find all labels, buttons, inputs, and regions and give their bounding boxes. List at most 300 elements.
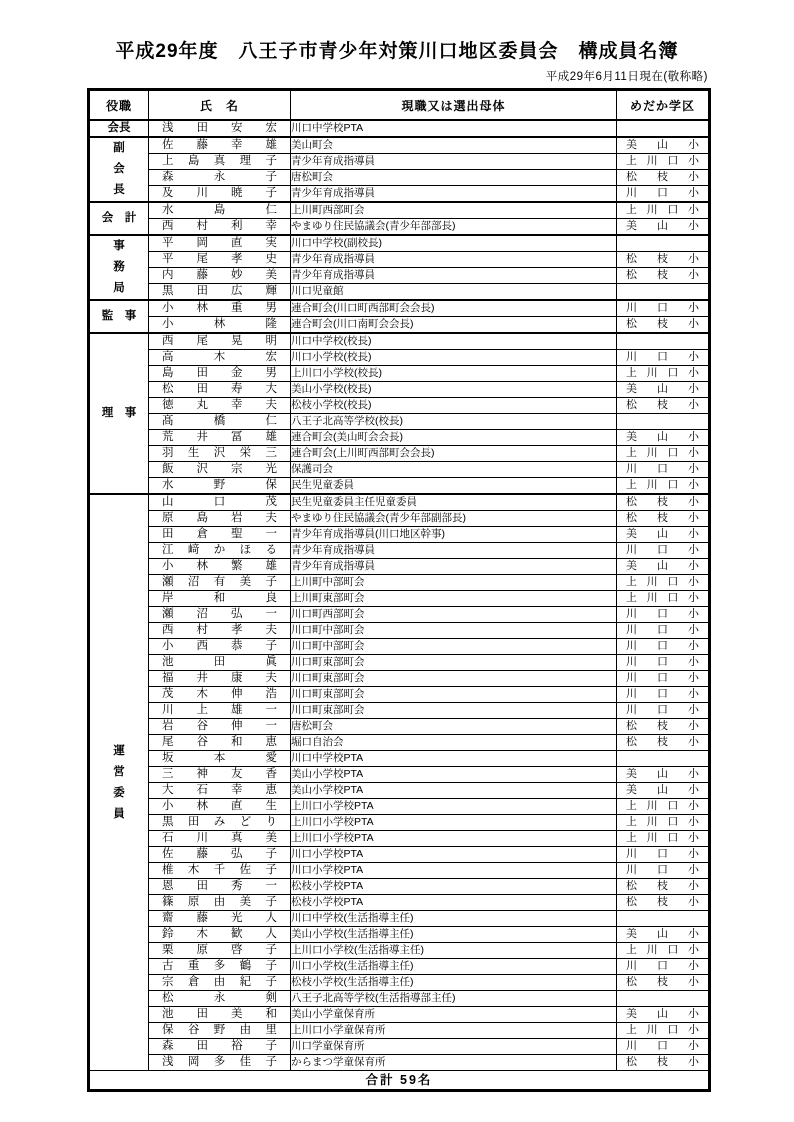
- member-row: [89, 1055, 710, 1071]
- member-row: [89, 671, 710, 687]
- role-char: 運: [113, 744, 125, 757]
- member-name-char: 内: [162, 269, 174, 281]
- member-name-distributed: [149, 398, 290, 413]
- member-name: [149, 268, 291, 284]
- member-name-char: 丸: [196, 399, 208, 411]
- member-name-char: 田: [196, 880, 208, 892]
- member-name-char: 直: [231, 800, 243, 812]
- member-row: [89, 268, 710, 284]
- member-row: [89, 575, 710, 591]
- member-name-char: 神: [196, 768, 208, 780]
- member-district-distributed: [617, 382, 708, 397]
- member-district-char: 小: [687, 816, 699, 828]
- member-name-char: 恵: [265, 784, 277, 796]
- member-name: [149, 927, 291, 943]
- member-name-char: 美: [265, 269, 277, 281]
- member-name-distributed: [149, 495, 290, 510]
- member-district-char: 小: [688, 528, 699, 540]
- member-district: [617, 543, 710, 559]
- member-district-char: 小: [688, 383, 699, 395]
- member-name-distributed: [149, 799, 290, 814]
- member-org: 川口町東部町会: [291, 655, 617, 671]
- member-row: [89, 414, 710, 430]
- member-org: 唐松町会: [291, 170, 617, 186]
- role-char: 務: [113, 261, 125, 273]
- member-name: [149, 847, 291, 863]
- member-org: 松枝小学校(校長): [291, 398, 617, 414]
- member-district-distributed: [617, 478, 708, 493]
- member-district-distributed: [617, 1007, 708, 1022]
- member-name: [149, 1007, 291, 1023]
- member-name-char: 林: [196, 560, 208, 572]
- member-name-char: 恵: [265, 736, 277, 748]
- member-row: [89, 719, 710, 735]
- member-district: [617, 975, 710, 991]
- member-name-char: 一: [265, 880, 277, 892]
- member-name-distributed: [149, 236, 290, 251]
- member-name-char: 大: [162, 784, 174, 796]
- member-district-char: 口: [667, 447, 679, 459]
- member-name-char: 黒: [162, 816, 174, 828]
- member-name-distributed: [149, 317, 290, 332]
- member-row: [89, 333, 710, 350]
- member-name-char: 瀬: [162, 576, 174, 588]
- member-name-char: 小: [162, 800, 174, 812]
- member-district-char: 川: [626, 960, 637, 972]
- member-district-char: 上: [626, 367, 637, 379]
- member-name-char: 宗: [231, 463, 243, 475]
- member-name-char: 田: [213, 656, 226, 668]
- member-name: [149, 575, 291, 591]
- member-district-char: 枝: [657, 269, 668, 281]
- member-name-char: 井: [196, 672, 208, 684]
- member-name-char: 暁: [231, 187, 243, 199]
- member-district-char: 美: [626, 560, 637, 572]
- member-name: [149, 543, 291, 559]
- member-district-char: 川: [626, 302, 637, 314]
- member-name-char: 西: [162, 220, 174, 232]
- member-district-distributed: [617, 317, 708, 332]
- member-org: 青少年育成指導員: [291, 268, 617, 284]
- member-district-distributed: [617, 639, 708, 654]
- member-org: 八王子北高等学校(校長): [291, 414, 617, 430]
- member-district-char: 美: [626, 383, 637, 395]
- header-district: めだか学区: [617, 90, 710, 121]
- member-district-distributed: [617, 735, 708, 750]
- member-district-char: 川: [626, 624, 637, 636]
- member-org: 川口町東部町会: [291, 703, 617, 719]
- member-district-char: 口: [657, 351, 668, 363]
- member-row: [89, 943, 710, 959]
- member-name: [149, 154, 291, 170]
- member-name-char: 田: [187, 816, 200, 828]
- member-name: [149, 719, 291, 735]
- member-district: [617, 879, 710, 895]
- member-name-char: 栗: [162, 944, 174, 956]
- member-name-char: 子: [265, 960, 277, 972]
- member-name-char: 橋: [213, 415, 226, 427]
- member-name-distributed: [149, 847, 290, 862]
- member-district-char: 小: [687, 592, 699, 604]
- member-name-char: 子: [265, 155, 277, 167]
- member-district-distributed: [617, 350, 708, 365]
- member-district-distributed: [617, 462, 708, 477]
- member-org: 川口児童館: [291, 284, 617, 301]
- member-name-char: 由: [213, 896, 226, 908]
- member-name-distributed: [149, 268, 290, 283]
- member-row: [89, 219, 710, 236]
- member-name: [149, 300, 291, 317]
- member-district-char: 松: [626, 976, 637, 988]
- member-name-char: 利: [231, 220, 243, 232]
- member-district-char: 川: [646, 479, 658, 491]
- member-district-char: 枝: [657, 171, 668, 183]
- member-row: [89, 879, 710, 895]
- member-district: [617, 120, 710, 137]
- member-district: [617, 767, 710, 783]
- member-district-char: 川: [626, 608, 637, 620]
- member-name-char: 一: [265, 608, 277, 620]
- member-name-char: 輝: [265, 285, 277, 297]
- member-district-char: 枝: [657, 496, 668, 508]
- member-district-distributed: [617, 607, 708, 622]
- member-district-char: 小: [688, 253, 699, 265]
- member-name-char: 岡: [187, 1056, 200, 1068]
- member-name-distributed: [149, 170, 290, 185]
- member-district-char: 川: [646, 592, 658, 604]
- member-name-char: 美: [239, 896, 252, 908]
- member-district-char: 枝: [657, 318, 668, 330]
- member-org: 保護司会: [291, 462, 617, 478]
- member-district-char: 小: [687, 367, 699, 379]
- member-name-char: 口: [213, 496, 226, 508]
- member-district-distributed: [617, 1023, 708, 1038]
- member-district-char: 小: [687, 447, 699, 459]
- member-name-char: 島: [196, 512, 208, 524]
- member-org: 上川口小学校PTA: [291, 815, 617, 831]
- member-district-char: 小: [687, 479, 699, 491]
- member-name-char: 浅: [162, 1056, 174, 1068]
- member-district-char: 枝: [657, 976, 668, 988]
- member-name-char: 沼: [187, 576, 200, 588]
- member-row: [89, 235, 710, 252]
- member-district-distributed: [617, 623, 708, 638]
- member-name-char: 眞: [265, 656, 277, 668]
- member-district: [617, 911, 710, 927]
- member-name: [149, 382, 291, 398]
- member-name-char: 伸: [231, 720, 243, 732]
- member-name-distributed: [149, 911, 290, 926]
- member-row: [89, 687, 710, 703]
- member-name: [149, 186, 291, 203]
- member-name-char: 髙: [162, 415, 174, 427]
- member-district-char: 川: [646, 816, 658, 828]
- member-name-char: 村: [196, 220, 208, 232]
- member-name-distributed: [149, 607, 290, 622]
- member-district-char: 松: [626, 399, 637, 411]
- member-org: やまゆり住民協議会(青少年部副部長): [291, 511, 617, 527]
- member-name-char: 子: [265, 976, 277, 988]
- member-district-char: 山: [657, 928, 668, 940]
- role-cell: [89, 137, 149, 202]
- member-name-char: 岩: [231, 512, 243, 524]
- role-cell: 会 計: [89, 202, 149, 235]
- member-name-char: 紀: [239, 976, 252, 988]
- member-district-distributed: [617, 591, 708, 606]
- member-name: [149, 591, 291, 607]
- member-row: [89, 607, 710, 623]
- member-district-distributed: [617, 1055, 708, 1070]
- member-name: [149, 943, 291, 959]
- member-name: [149, 815, 291, 831]
- member-district-char: 小: [688, 608, 699, 620]
- member-district-char: 上: [626, 832, 637, 844]
- member-name-distributed: [149, 334, 290, 349]
- member-district-char: 川: [626, 656, 637, 668]
- member-name-char: 浅: [162, 122, 174, 134]
- member-district-distributed: [617, 495, 708, 510]
- member-name-char: 松: [162, 383, 174, 395]
- member-name-char: 安: [231, 122, 243, 134]
- member-name-char: 真: [213, 155, 226, 167]
- member-name-char: 福: [162, 672, 174, 684]
- member-name-distributed: [149, 831, 290, 846]
- member-district: [617, 639, 710, 655]
- member-district-distributed: [617, 655, 708, 670]
- member-district-distributed: [617, 927, 708, 942]
- member-name: [149, 991, 291, 1007]
- member-row: [89, 300, 710, 317]
- member-district-char: 小: [688, 302, 699, 314]
- member-name-char: 秀: [231, 880, 243, 892]
- member-name-distributed: [149, 863, 290, 878]
- member-district-distributed: [617, 847, 708, 862]
- member-name-distributed: [149, 687, 290, 702]
- member-district-char: 川: [646, 944, 658, 956]
- member-row: [89, 559, 710, 575]
- member-district-char: 川: [646, 155, 658, 167]
- member-org: 民生児童委員: [291, 478, 617, 495]
- member-name-char: 茂: [162, 688, 174, 700]
- member-name-char: 美: [239, 576, 252, 588]
- member-district-char: 川: [646, 576, 658, 588]
- member-row: [89, 591, 710, 607]
- member-name-char: 妙: [231, 269, 243, 281]
- member-district-char: 小: [688, 220, 699, 232]
- member-org: 青少年育成指導員(川口地区幹事): [291, 527, 617, 543]
- member-name-char: 弘: [231, 608, 243, 620]
- member-row: [89, 170, 710, 186]
- member-name-char: 伸: [231, 688, 243, 700]
- member-district-char: 松: [626, 1056, 637, 1068]
- member-name-char: 井: [196, 431, 208, 443]
- member-district-char: 美: [626, 220, 637, 232]
- member-district: [617, 1023, 710, 1039]
- member-district: [617, 300, 710, 317]
- member-name-distributed: [149, 1039, 290, 1054]
- member-district-char: 川: [646, 800, 658, 812]
- member-name-distributed: [149, 559, 290, 574]
- member-name-char: 谷: [187, 1024, 200, 1036]
- member-district-char: 小: [687, 832, 699, 844]
- member-district-char: 上: [626, 800, 637, 812]
- member-name-char: み: [213, 816, 226, 828]
- member-name-char: 江: [162, 544, 174, 556]
- member-name: [149, 350, 291, 366]
- member-district-distributed: [617, 398, 708, 413]
- member-name-char: 島: [187, 155, 200, 167]
- member-district-char: 口: [657, 672, 668, 684]
- member-name-char: 小: [162, 318, 174, 330]
- member-row: [89, 767, 710, 783]
- member-name-char: 齋: [162, 912, 174, 924]
- member-name: [149, 235, 291, 252]
- member-row: [89, 911, 710, 927]
- member-name-char: 田: [196, 383, 208, 395]
- member-row: [89, 317, 710, 334]
- member-district: [617, 863, 710, 879]
- member-name-char: 池: [162, 1008, 174, 1020]
- member-district-char: 小: [688, 688, 699, 700]
- member-name: [149, 284, 291, 301]
- member-name: [149, 975, 291, 991]
- member-district-distributed: [617, 186, 708, 201]
- member-name: [149, 623, 291, 639]
- member-district-distributed: [617, 301, 708, 316]
- member-name-char: 田: [196, 1040, 208, 1052]
- member-name: [149, 863, 291, 879]
- member-name-char: 沢: [196, 463, 208, 475]
- role-char: 委: [113, 786, 125, 799]
- member-name-char: 上: [196, 704, 208, 716]
- member-district: [617, 815, 710, 831]
- member-org: 青少年育成指導員: [291, 559, 617, 575]
- member-row: [89, 511, 710, 527]
- member-district-char: 美: [626, 784, 637, 796]
- member-name-char: 明: [265, 335, 277, 347]
- member-name: [149, 671, 291, 687]
- member-district: [617, 623, 710, 639]
- member-org: 連合町会(川口南町会会長): [291, 317, 617, 334]
- member-district-distributed: [617, 719, 708, 734]
- member-name: [149, 1023, 291, 1039]
- member-district-char: 川: [646, 204, 658, 216]
- member-name-char: 宏: [265, 122, 277, 134]
- member-district: [617, 943, 710, 959]
- member-org: 川口学童保育所: [291, 1039, 617, 1055]
- member-row: [89, 831, 710, 847]
- member-name-char: 西: [196, 640, 208, 652]
- member-district-char: 口: [657, 187, 668, 199]
- member-name-char: 藤: [196, 848, 208, 860]
- member-name: [149, 783, 291, 799]
- member-org: 青少年育成指導員: [291, 252, 617, 268]
- member-name-char: り: [265, 816, 277, 828]
- member-name-char: 美: [265, 832, 277, 844]
- member-name-char: 佐: [239, 864, 252, 876]
- role-char: 副: [113, 142, 125, 154]
- member-name-char: 西: [162, 624, 174, 636]
- member-name-char: 岡: [196, 237, 208, 249]
- member-name-char: 康: [231, 672, 243, 684]
- member-name-char: 池: [162, 656, 174, 668]
- member-name-char: 雄: [231, 704, 243, 716]
- member-name-char: 保: [162, 1024, 174, 1036]
- member-name-distributed: [149, 975, 290, 990]
- member-district-char: 小: [687, 944, 699, 956]
- member-org: 川口中学校PTA: [291, 120, 617, 137]
- member-name-char: 松: [162, 992, 174, 1004]
- member-district-char: 小: [688, 318, 699, 330]
- member-district-distributed: [617, 799, 708, 814]
- member-name: [149, 494, 291, 511]
- member-name-char: 啓: [231, 944, 243, 956]
- member-row: [89, 975, 710, 991]
- member-row: [89, 1007, 710, 1023]
- role-cell: 理 事: [89, 333, 149, 494]
- member-name-char: 田: [196, 285, 208, 297]
- member-district-char: 小: [688, 704, 699, 716]
- member-name-char: 原: [196, 944, 208, 956]
- member-district: [617, 186, 710, 203]
- member-name-char: 田: [162, 528, 174, 540]
- member-name-distributed: [149, 959, 290, 974]
- member-name-char: 有: [213, 576, 226, 588]
- member-name-char: 茂: [265, 496, 277, 508]
- member-name-char: 多: [213, 1056, 226, 1068]
- member-district-char: 小: [688, 560, 699, 572]
- member-district-char: 小: [688, 431, 699, 443]
- member-name-char: 幸: [231, 784, 243, 796]
- member-name-char: 子: [265, 1056, 277, 1068]
- member-district-char: 口: [667, 944, 679, 956]
- member-name: [149, 1039, 291, 1055]
- member-org: 川口町西部町会: [291, 607, 617, 623]
- member-district: [617, 591, 710, 607]
- member-org: 青少年育成指導員: [291, 543, 617, 559]
- member-district-char: 松: [626, 171, 637, 183]
- member-district-char: 小: [688, 848, 699, 860]
- member-name-distributed: [149, 591, 290, 606]
- member-name-char: 夫: [265, 672, 277, 684]
- member-district-char: 小: [688, 976, 699, 988]
- member-name-char: 光: [231, 912, 243, 924]
- member-district-char: 枝: [657, 512, 668, 524]
- role-cell: 監 事: [89, 300, 149, 333]
- member-name-char: 聖: [231, 528, 243, 540]
- member-district: [617, 333, 710, 350]
- member-org: 美山小学校PTA: [291, 783, 617, 799]
- member-district-distributed: [617, 527, 708, 542]
- member-district-char: 小: [688, 139, 699, 151]
- member-district: [617, 735, 710, 751]
- member-district-distributed: [617, 543, 708, 558]
- member-name-distributed: [149, 430, 290, 445]
- header-role: 役職: [89, 90, 149, 121]
- member-name-char: 村: [196, 624, 208, 636]
- member-name: [149, 607, 291, 623]
- member-name-char: 仁: [265, 415, 277, 427]
- member-district-distributed: [617, 671, 708, 686]
- member-name-distributed: [149, 301, 290, 316]
- member-name-char: 寿: [231, 383, 243, 395]
- member-name-distributed: [149, 815, 290, 830]
- member-district-char: 小: [688, 768, 699, 780]
- member-district: [617, 478, 710, 495]
- member-name-distributed: [149, 943, 290, 958]
- member-name-distributed: [149, 121, 290, 136]
- member-name-char: 島: [213, 204, 226, 216]
